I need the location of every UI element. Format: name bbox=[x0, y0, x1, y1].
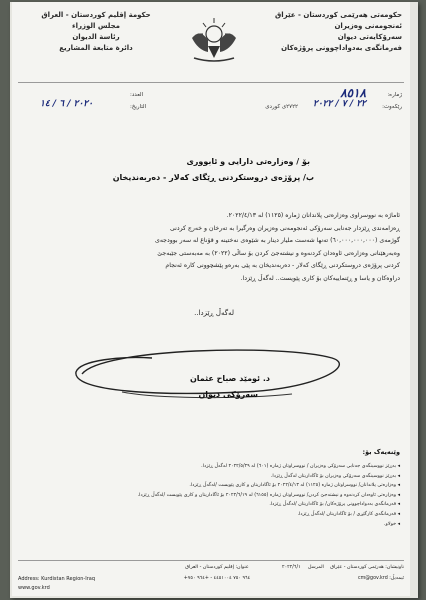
header-arabic-line1: حكومة إقليم كوردستان - العراق bbox=[41, 11, 151, 19]
cc-item: ◂ وەزارەتی ئاوەدان کردنەوە و نیشتەجێ کردن/ نووسراوتان ژمارە (٦١٥٥) لە ٢٠٢٢/٦/١٩ بۆ ئاگاداریتان و کاری پێویست /لەگەڵ ڕێزدا. bbox=[137, 492, 400, 498]
recipient-subject: ب/ پرۆژەی دروستکردنی ڕێگای کەلار - دەربەندیخان bbox=[112, 173, 314, 182]
cc-item: ◂ بەڕێز نووسینگەی سەرۆکی وەزیران بۆ ئاگاداریتان لەگەڵ ڕێزدا. bbox=[270, 473, 400, 479]
ref-date-hand: ٢٢ / ٧ / ٢٠٢٢ bbox=[313, 99, 366, 109]
paper-stack bbox=[10, 2, 418, 598]
ref-number-label: ژمارە: bbox=[387, 92, 402, 98]
cc-item: ◂ فەرمانگەی بەدواداچوونی پرۆژەکان/ بۆ ئاگاداریتان /لەگەڵ ڕێزدا. bbox=[269, 502, 400, 508]
official-letter bbox=[12, 2, 410, 596]
header-kurdish-line1: حکومەتی هەرێمی کوردستان - عێراق bbox=[274, 11, 402, 19]
closing-greeting: لەگەڵ ڕێزدا.. bbox=[194, 309, 234, 317]
footer-divider bbox=[18, 560, 404, 561]
footer-right-line2: cm@gov.krd :ئیمەیڵ bbox=[357, 576, 404, 581]
body-line-1: ڕەزامەندی ڕێزدار جەنابی سەرۆکی ئەنجومەنی وەزیران وەرگیرا بە تەرخان و خەرج کردنی bbox=[169, 224, 400, 232]
header-kurdish-line3: سەرۆکایەتی دیوان bbox=[337, 33, 402, 41]
cc-item: ◂ وەزارەتی پلاندانان/ نووسراوتان ژمارە (١١٢٥) لە ٢٠٢٢/٤/١٣ بۆ ئاگاداریتان و کاری پێویست /لەگەڵ ڕێزدا. bbox=[189, 483, 400, 489]
cc-label: وێنەیەک بۆ: bbox=[362, 448, 400, 456]
header-kurdish bbox=[275, 10, 402, 54]
header-arabic bbox=[36, 10, 156, 54]
footer-center-line1: عنوان: إقلیم کوردستان - العراق bbox=[185, 565, 249, 570]
header-arabic-line4: دائرة متابعة المشاريع bbox=[59, 44, 133, 52]
header-kurdish-line4: فەرمانگەی بەدواداچوونی پرۆژەکان bbox=[281, 44, 402, 52]
ref-number-hand: ٨٥١٨ bbox=[340, 86, 366, 100]
header-divider bbox=[18, 82, 404, 83]
letter-body bbox=[24, 210, 400, 285]
cc-list bbox=[20, 462, 400, 529]
footer-website: www.gov.krd bbox=[18, 585, 50, 591]
footer-center-line2: +٩٦٤ ٧٥٠ ٤٤٥١٠٠٤ - +٩٦٤ ٧٥٠ bbox=[183, 576, 251, 581]
cc-item: ◂ خولاو. bbox=[384, 521, 400, 527]
signer-name: د. ئومێد صباح عثمان bbox=[189, 374, 270, 383]
ref-left-date-hand: ٢٠٢٠ / ٦ / ١٤ bbox=[40, 99, 93, 109]
body-line-4: کردنی پرۆژەی دروستکردنی ڕێگای کەلار - دەربەندیخان بە پێی بەرەو پێشچوونی کارە ئەنجام bbox=[165, 262, 400, 269]
cc-item: ◂ فەرمانگەی کارگێڕی / بۆ ئاگاداریتان /لەگەڵ ڕێزدا. bbox=[297, 511, 400, 517]
cc-item: ◂ بەڕێز نووسینگەی جەنابی سەرۆکی وەزیران / نووسراوتان ژمارە (٦٠١) لە ٢٠٢٢/٥/٢٩ لەگەڵ ڕێزدا. bbox=[201, 464, 400, 469]
ref-left-number-label: العدد: bbox=[130, 92, 144, 98]
ref-date-label: رێکەوت: bbox=[382, 104, 402, 110]
footer-stamp-label: المرسل bbox=[308, 565, 324, 570]
ref-kurdish-year: ٢٧٢٢ی کوردی bbox=[265, 104, 298, 110]
kurdistan-emblem-icon bbox=[184, 12, 244, 66]
header-arabic-line2: مجلس الوزراء bbox=[71, 22, 121, 30]
ref-left-date-label: التاریخ: bbox=[130, 104, 147, 110]
body-line-3: وەبەرهێنانی وەزارەتی ئاوەدان کردنەوە و نیشتەجێ کردن بۆ ساڵی (٢٠٢٢) بە مەبەستی جێبەجێ bbox=[157, 249, 400, 257]
body-line-2: گوژمەی (٦٠,٠٠٠,٠٠٠,٠٠٠) تەنها شەست ملیار دینار بە شێوەی نەختینە و قۆناغ لە سەر بوودجەی bbox=[154, 237, 400, 244]
header-kurdish-line2: ئەنجومەنی وەزیران bbox=[334, 22, 402, 30]
footer-stamp-date: ٢٠٢٢/٦/١ bbox=[282, 565, 301, 570]
header-arabic-line3: رئاسة الديوان bbox=[72, 33, 120, 41]
body-line-5: دراوەکان و یاسا و ڕێنماییەکان بۆ کاری پێویست.. لەگەڵ ڕێزدا. bbox=[240, 274, 400, 282]
footer-address: Address: Kurdistan Region-Iraq bbox=[18, 576, 95, 582]
footer-right-line1: ناونیشان: هەرێمی کوردستان - عێراق bbox=[330, 565, 404, 570]
signer-title: سەرۆکی دیوان bbox=[198, 390, 258, 399]
body-paragraph-1: ئاماژە بە نووسراوی وەزارەتی پلاندانان ژمارە (١١٢٥) لە ٢٠٢٢/٤/١٣. bbox=[226, 212, 400, 219]
recipient-to: بۆ / وەزارەتی دارایی و ئابووری bbox=[186, 157, 310, 166]
